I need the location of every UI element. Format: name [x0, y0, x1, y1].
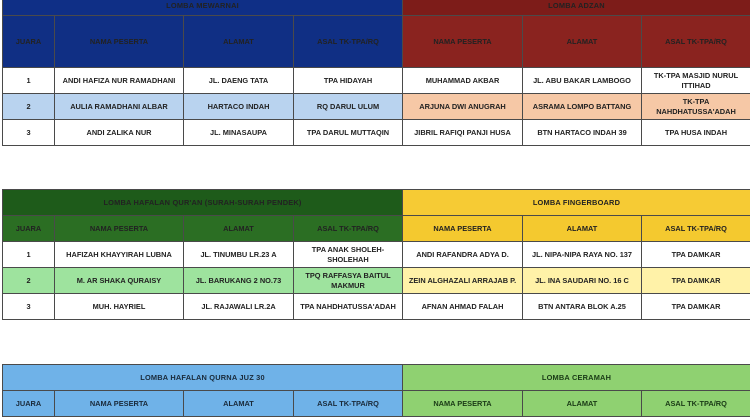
table-fingerboard — [402, 189, 750, 320]
rank-cell: 2 — [3, 94, 55, 120]
header-nama: NAMA PESERTA — [55, 16, 184, 68]
header-juara: JUARA — [3, 391, 55, 417]
nama-cell: ANDI ZALIKA NUR — [55, 120, 184, 146]
asal-cell: TPA DAMKAR — [642, 268, 750, 294]
header-nama: NAMA PESERTA — [55, 216, 184, 242]
title-ceramah: LOMBA CERAMAH — [403, 365, 750, 391]
table-row — [3, 120, 403, 146]
nama-cell: MUH. HAYRIEL — [55, 294, 184, 320]
header-juara: JUARA — [3, 16, 55, 68]
header-alamat: ALAMAT — [523, 391, 642, 417]
nama-cell: M. AR SHAKA QURAISY — [55, 268, 184, 294]
alamat-cell: ASRAMA LOMPO BATTANG — [523, 94, 642, 120]
asal-cell: TPA HUSA INDAH — [642, 120, 750, 146]
header-alamat: ALAMAT — [523, 216, 642, 242]
table-row — [3, 94, 403, 120]
header-juara: JUARA — [3, 216, 55, 242]
rank-cell: 3 — [3, 120, 55, 146]
nama-cell: ARJUNA DWI ANUGRAH — [403, 94, 523, 120]
rank-cell: 1 — [3, 242, 55, 268]
header-asal: ASAL TK-TPA/RQ — [642, 16, 750, 68]
table-row — [403, 242, 750, 268]
alamat-cell: JL. ABU BAKAR LAMBOGO — [523, 68, 642, 94]
rank-cell: 1 — [3, 68, 55, 94]
asal-cell: TK-TPA NAHDHATUSSA'ADAH — [642, 94, 750, 120]
table-row — [3, 268, 403, 294]
asal-cell: TPA ANAK SHOLEH-SHOLEHAH — [294, 242, 403, 268]
nama-cell: AULIA RAMADHANI ALBAR — [55, 94, 184, 120]
alamat-cell: JL. RAJAWALI LR.2A — [184, 294, 294, 320]
nama-cell: ANDI RAFANDRA ADYA D. — [403, 242, 523, 268]
nama-cell: HAFIZAH KHAYYIRAH LUBNA — [55, 242, 184, 268]
title-juz30: LOMBA HAFALAN QURNA JUZ 30 — [3, 365, 403, 391]
asal-cell: TPA DARUL MUTTAQIN — [294, 120, 403, 146]
table-row — [3, 242, 403, 268]
table-row — [3, 68, 403, 94]
alamat-cell: JL. TINUMBU LR.23 A — [184, 242, 294, 268]
alamat-cell: JL. INA SAUDARI NO. 16 C — [523, 268, 642, 294]
table-row — [3, 294, 403, 320]
header-asal: ASAL TK-TPA/RQ — [294, 16, 403, 68]
header-asal: ASAL TK-TPA/RQ — [642, 391, 750, 417]
table-row — [403, 68, 750, 94]
header-nama: NAMA PESERTA — [55, 391, 184, 417]
header-asal: ASAL TK-TPA/RQ — [642, 216, 750, 242]
asal-cell: TK-TPA MASJID NURUL ITTIHAD — [642, 68, 750, 94]
nama-cell: ZEIN ALGHAZALI ARRAJAB P. — [403, 268, 523, 294]
alamat-cell: BTN HARTACO INDAH 39 — [523, 120, 642, 146]
table-mewarnai — [2, 0, 403, 146]
table-row — [403, 294, 750, 320]
nama-cell: AFNAN AHMAD FALAH — [403, 294, 523, 320]
alamat-cell: JL. MINASAUPA — [184, 120, 294, 146]
table-ceramah — [402, 364, 750, 417]
header-nama: NAMA PESERTA — [403, 216, 523, 242]
table-row — [403, 120, 750, 146]
asal-cell: TPQ RAFFASYA BAITUL MAKMUR — [294, 268, 403, 294]
title-adzan: LOMBA ADZAN — [403, 0, 750, 16]
table-row — [403, 268, 750, 294]
asal-cell: TPA DAMKAR — [642, 294, 750, 320]
asal-cell: TPA DAMKAR — [642, 242, 750, 268]
title-fingerboard: LOMBA FINGERBOARD — [403, 190, 750, 216]
table-juz30 — [2, 364, 403, 417]
table-hafalan — [2, 189, 403, 320]
header-alamat: ALAMAT — [184, 216, 294, 242]
alamat-cell: JL. NIPA-NIPA RAYA NO. 137 — [523, 242, 642, 268]
header-alamat: ALAMAT — [523, 16, 642, 68]
header-alamat: ALAMAT — [184, 16, 294, 68]
header-asal: ASAL TK-TPA/RQ — [294, 391, 403, 417]
rank-cell: 3 — [3, 294, 55, 320]
nama-cell: JIBRIL RAFIQI PANJI HUSA — [403, 120, 523, 146]
alamat-cell: JL. BARUKANG 2 NO.73 — [184, 268, 294, 294]
asal-cell: RQ DARUL ULUM — [294, 94, 403, 120]
header-nama: NAMA PESERTA — [403, 16, 523, 68]
header-alamat: ALAMAT — [184, 391, 294, 417]
alamat-cell: HARTACO INDAH — [184, 94, 294, 120]
header-asal: ASAL TK-TPA/RQ — [294, 216, 403, 242]
nama-cell: ANDI HAFIZA NUR RAMADHANI — [55, 68, 184, 94]
alamat-cell: BTN ANTARA BLOK A.25 — [523, 294, 642, 320]
rank-cell: 2 — [3, 268, 55, 294]
header-nama: NAMA PESERTA — [403, 391, 523, 417]
alamat-cell: JL. DAENG TATA — [184, 68, 294, 94]
title-mewarnai: LOMBA MEWARNAI — [3, 0, 403, 16]
table-adzan — [402, 0, 750, 146]
nama-cell: MUHAMMAD AKBAR — [403, 68, 523, 94]
asal-cell: TPA HIDAYAH — [294, 68, 403, 94]
title-hafalan: LOMBA HAFALAN QUR'AN (SURAH-SURAH PENDEK) — [3, 190, 403, 216]
table-row — [403, 94, 750, 120]
asal-cell: TPA NAHDHATUSSA'ADAH — [294, 294, 403, 320]
